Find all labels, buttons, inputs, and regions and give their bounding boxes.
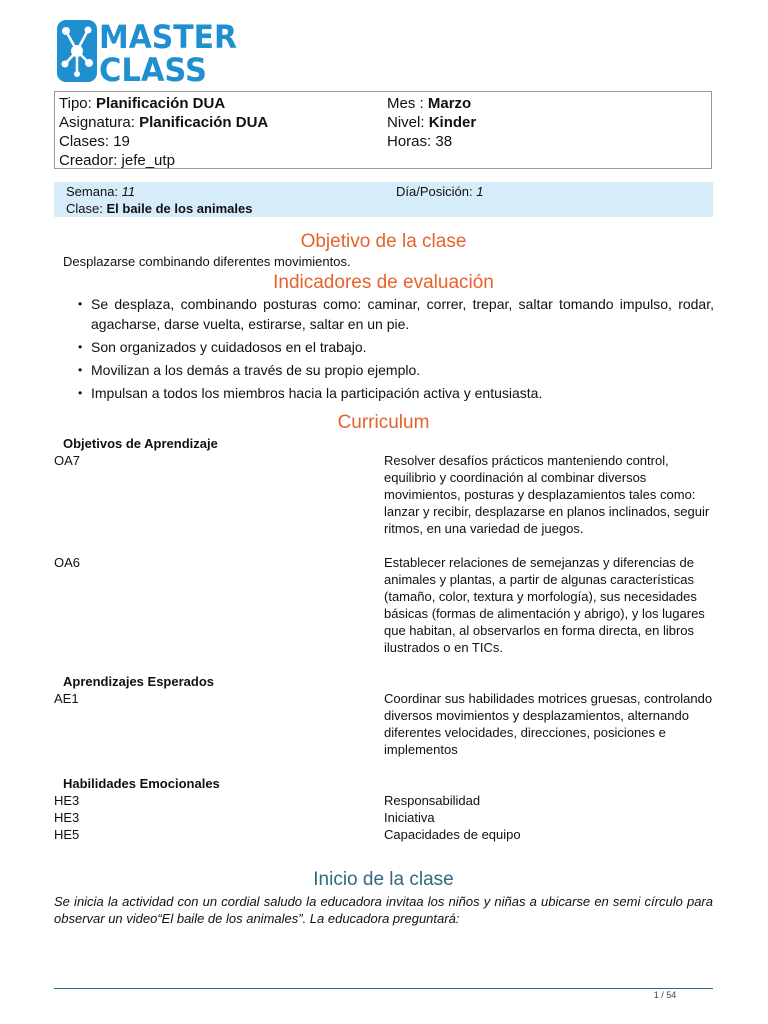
- clase-label: Clase:: [66, 201, 103, 216]
- logo-line2: CLASS: [99, 51, 207, 86]
- mes-label: Mes :: [387, 95, 424, 112]
- objetivo-title: Objetivo de la clase: [300, 231, 467, 252]
- he-code: HE3: [54, 793, 80, 808]
- oa-desc: Resolver desafíos prácticos manteniendo control, equilibrio y coordinación al combinar diversos movimientos, posturas y desplazamientos tales como: lanzar y recibir, desplazarse en planos inclinados, seguir ritmos, en una variedad de juegos.: [384, 453, 710, 536]
- clase-row: [66, 200, 252, 217]
- ae-heading: Aprendizajes Esperados: [63, 674, 214, 689]
- network-icon: [57, 20, 97, 82]
- he-code: HE3: [54, 810, 80, 825]
- horas-value: 38: [435, 133, 453, 150]
- horas-label: Horas:: [387, 133, 432, 150]
- indicadores-list: [78, 294, 714, 406]
- clases-row: [59, 132, 130, 151]
- ae-desc: Coordinar sus habilidades motrices gruesas, controlando diversos movimientos y desplazamientos, alternando diferentes velocidades, direcciones, posiciones e implementos: [384, 691, 713, 757]
- inicio-title: Inicio de la clase: [313, 869, 454, 890]
- semana-label: Semana:: [66, 184, 119, 199]
- master-class-logo: [57, 18, 242, 86]
- footer-divider: [54, 988, 713, 989]
- he-code: HE5: [54, 827, 80, 842]
- asignatura-label: Asignatura:: [59, 114, 135, 131]
- oa-code: OA7: [54, 453, 81, 468]
- page-number: 1 / 54: [653, 990, 677, 1000]
- asignatura-row: [59, 113, 268, 132]
- indicadores-title: Indicadores de evaluación: [273, 272, 494, 293]
- inicio-text: Se inicia la actividad con un cordial saludo la educadora invitaa los niños y niñas a ubicarse en semi círculo para observar un video“El baile de los animales”. La educadora preguntará:: [54, 894, 713, 926]
- mes-value: Marzo: [427, 95, 472, 112]
- he-heading: Habilidades Emocionales: [63, 776, 220, 791]
- tipo-label: Tipo:: [59, 95, 92, 112]
- clase-value: El baile de los animales: [106, 201, 253, 216]
- mes-row: [387, 94, 471, 113]
- curriculum-title: Curriculum: [337, 412, 430, 433]
- oa-desc: Establecer relaciones de semejanzas y diferencias de animales y plantas, a partir de algunas características (tamaño, color, textura y morfología), sus necesidades básicas (formas de alimentación y abrigo), y los lugares que habitan, al observarlos en forma directa, en libros ilustrados o en TICs.: [384, 555, 705, 655]
- asignatura-value: Planificación DUA: [139, 114, 269, 131]
- creador-label: Creador:: [59, 152, 118, 169]
- creador-row: [59, 151, 175, 170]
- tipo-value: Planificación DUA: [95, 95, 226, 112]
- he-desc: Responsabilidad: [384, 793, 481, 808]
- list-item: • Movilizan a los demás a través de su propio ejemplo.: [78, 360, 714, 380]
- list-item: • Impulsan a todos los miembros hacia la participación activa y entusiasta.: [78, 383, 714, 403]
- clases-label: Clases:: [59, 133, 110, 150]
- tipo-row: [59, 94, 225, 113]
- semana-value: 11: [121, 184, 136, 199]
- plan-info-box: [54, 91, 712, 169]
- dia-row: [396, 183, 483, 200]
- objetivo-text: Desplazarse combinando diferentes movimientos.: [63, 254, 351, 269]
- nivel-value: Kinder: [428, 114, 477, 131]
- dia-value: 1: [476, 184, 484, 199]
- list-item: • Se desplaza, combinando posturas como: caminar, correr, trepar, saltar tomando impulso, rodar, agacharse, darse vuelta, estirarse, saltar en un pie.: [78, 294, 714, 334]
- nivel-row: [387, 113, 476, 132]
- creador-value: jefe_utp: [121, 152, 175, 169]
- semana-row: [66, 183, 135, 200]
- he-desc: Capacidades de equipo: [384, 827, 521, 842]
- logo-line1: MASTER: [99, 18, 237, 56]
- dia-label: Día/Posición:: [396, 184, 473, 199]
- oa-heading: Objetivos de Aprendizaje: [63, 436, 218, 451]
- clases-value: 19: [113, 133, 130, 150]
- oa-code: OA6: [54, 555, 81, 570]
- list-item: • Son organizados y cuidadosos en el trabajo.: [78, 337, 714, 357]
- he-desc: Iniciativa: [384, 810, 435, 825]
- nivel-label: Nivel:: [387, 114, 425, 131]
- week-info-box: [54, 182, 713, 217]
- horas-row: [387, 132, 452, 151]
- ae-code: AE1: [54, 691, 79, 706]
